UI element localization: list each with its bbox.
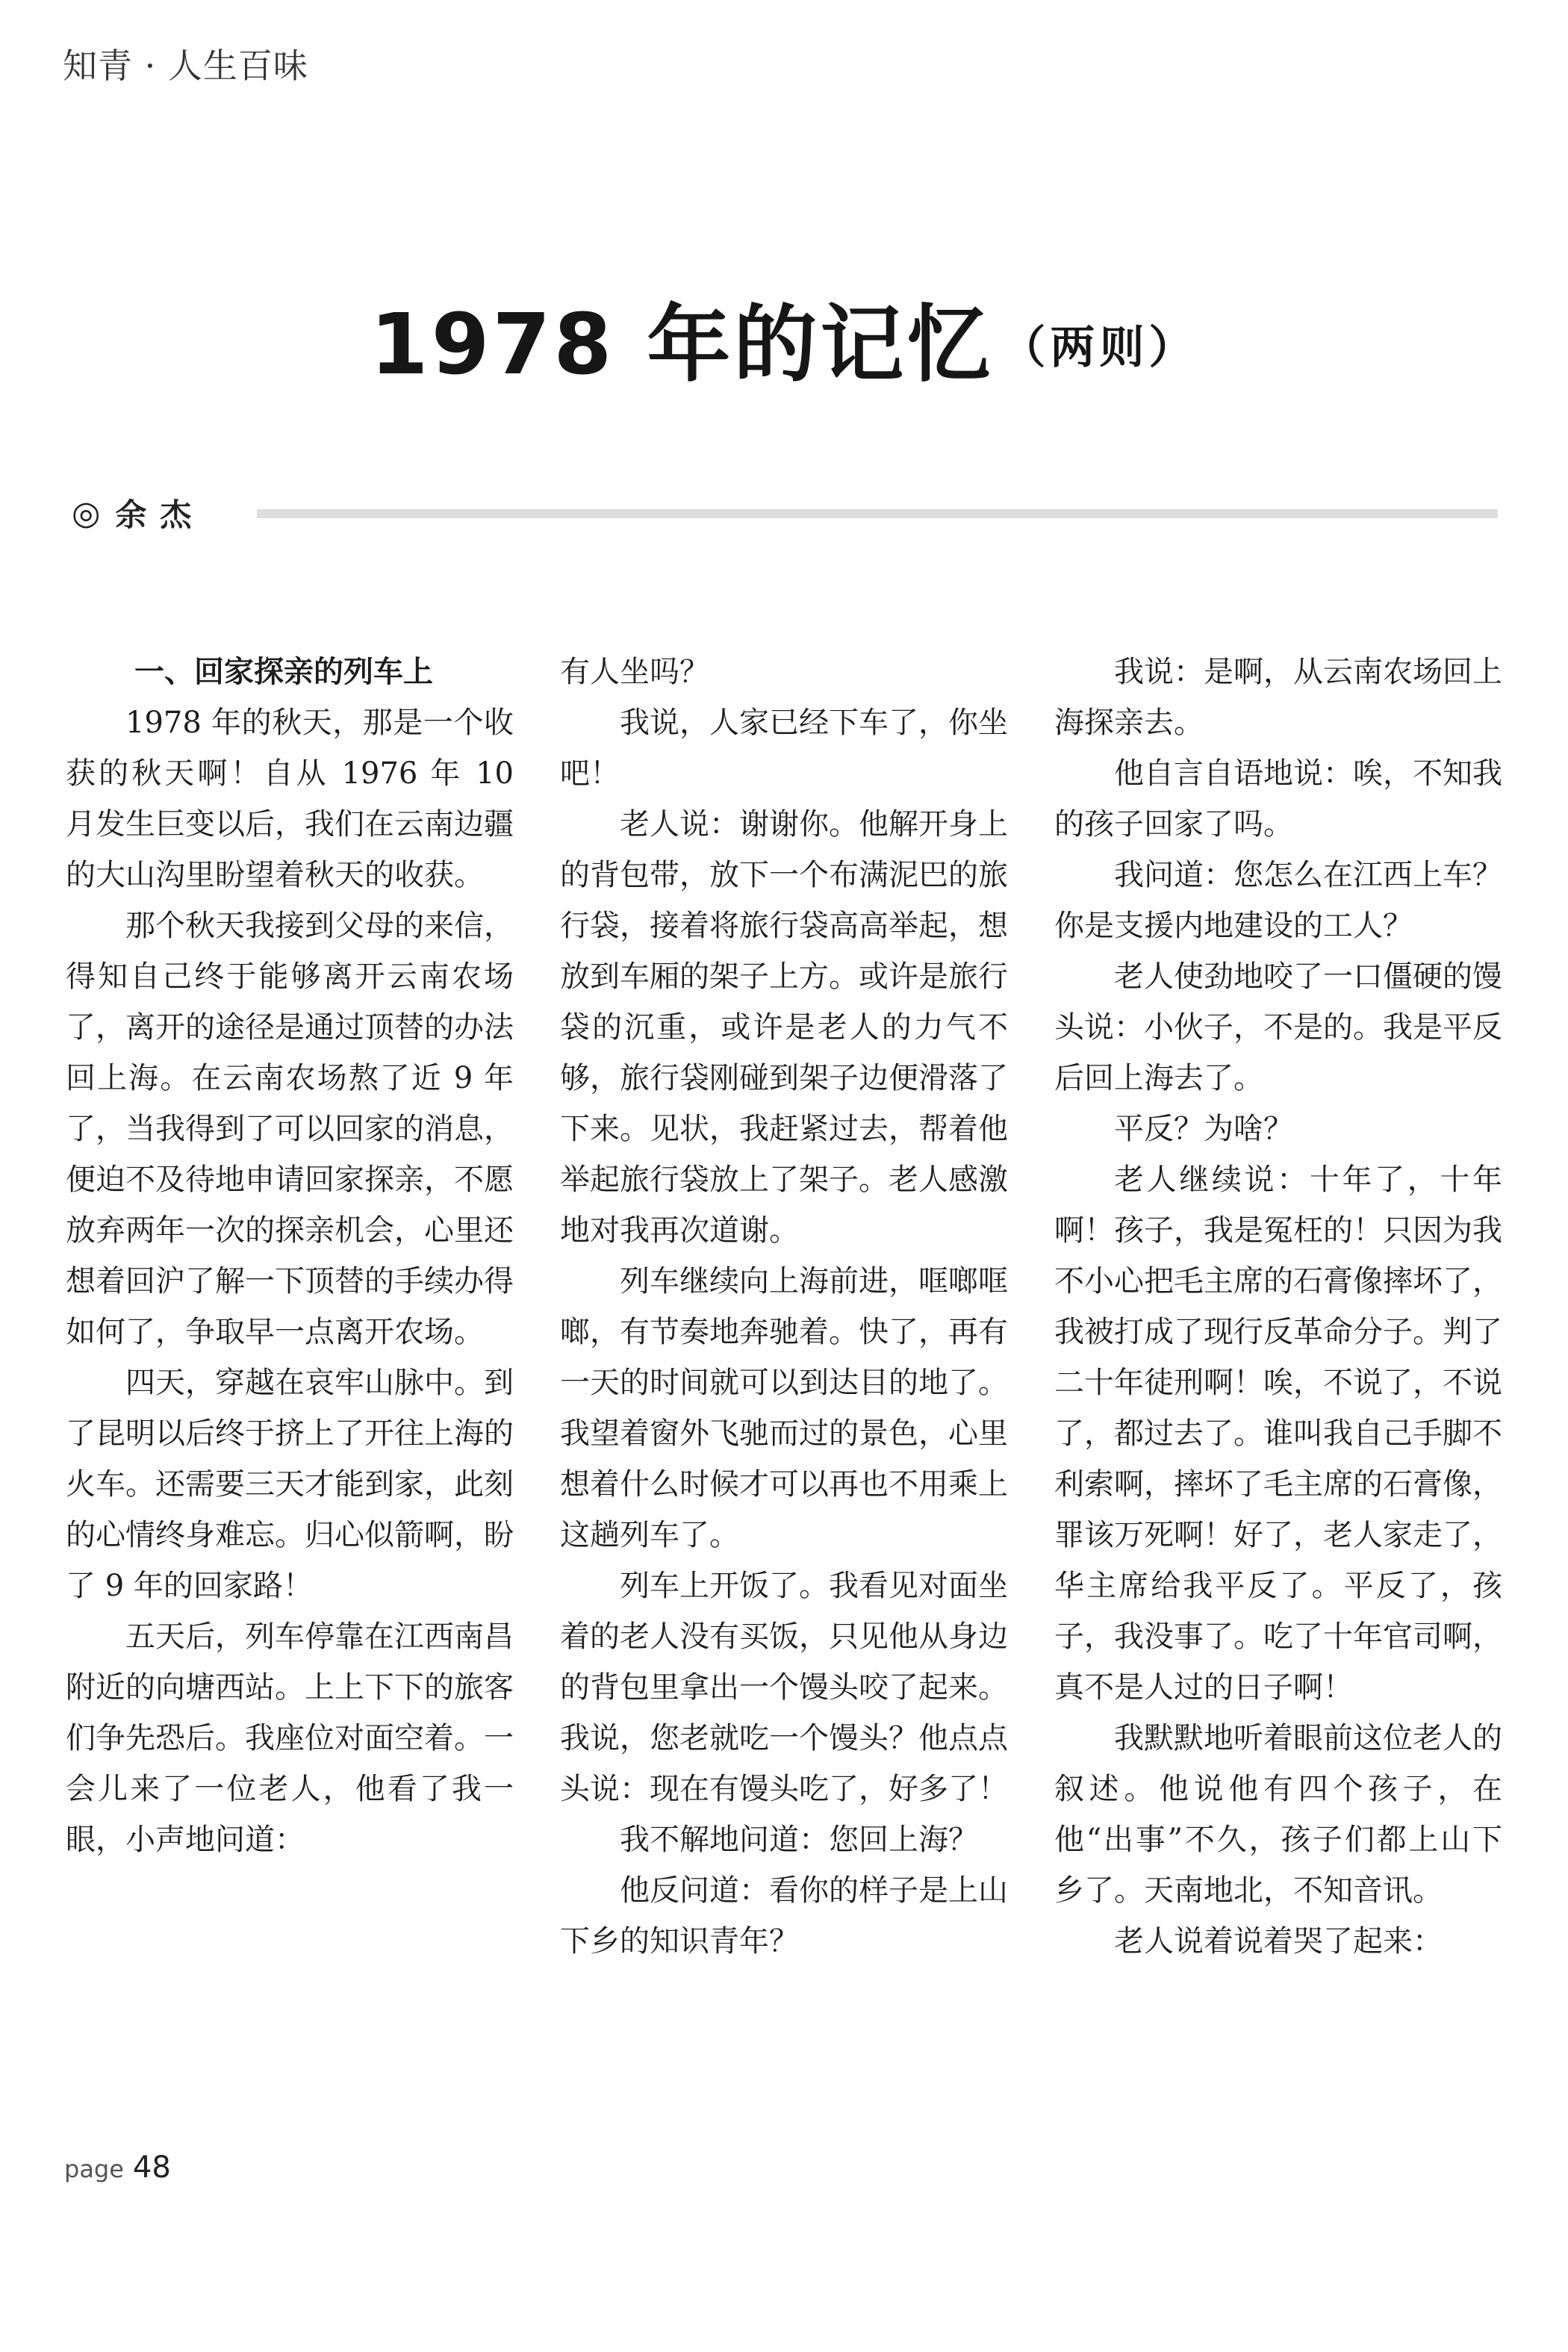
paragraph: 老人说：谢谢你。他解开身上的背包带，放下一个布满泥巴的旅行袋，接着将旅行袋高高举起，想放到车厢的架子上方。或许是旅行袋的沉重，或许是老人的力气不够，旅行袋刚碰到架子边便滑落了下来。见状，我赶紧过去，帮着他举起旅行袋放上了架子。老人感激地对我再次道谢。 (560, 807, 1008, 1248)
byline-rule (257, 509, 1498, 518)
paragraph: 我问道：您怎么在江西上车？你是支援内地建设的工人？ (1054, 858, 1502, 943)
paragraph: 1978 年的秋天，那是一个收获的秋天啊！自从 1976 年 10 月发生巨变以后，我们在云南边疆的大山沟里盼望着秋天的收获。 (66, 706, 514, 892)
article-title-block (0, 278, 1568, 398)
text-column-2 (560, 647, 1008, 1967)
paragraph: 那个秋天我接到父母的来信，得知自己终于能够离开云南农场了，离开的途径是通过顶替的办法回上海。在云南农场熬了近 9 年了，当我得到了可以回家的消息，便迫不及待地申请回家探亲，不愿放弃两年一次的探亲机会，心里还想着回沪了解一下顶替的手续办得如何了，争取早一点离开农场。 (66, 909, 514, 1349)
author-name: 余杰 (115, 497, 205, 533)
paragraph: 列车上开饭了。我看见对面坐着的老人没有买饭，只见他从身边的背包里拿出一个馒头咬了起来。我说，您老就吃一个馒头？他点点头说：现在有馒头吃了，好多了！ (560, 1569, 1008, 1806)
paragraph: 列车继续向上海前进，哐啷哐啷，有节奏地奔驰着。快了，再有一天的时间就可以到达目的地了。我望着窗外飞驰而过的景色，心里想着什么时候才可以再也不用乘上这趟列车了。 (560, 1264, 1008, 1552)
page-footer (64, 2150, 171, 2185)
section-heading: 一、回家探亲的列车上 (134, 655, 433, 689)
article-subtitle: （两则） (1001, 322, 1198, 374)
byline (72, 491, 205, 535)
paragraph: 我说：是啊，从云南农场回上海探亲去。 (1054, 655, 1502, 740)
article-title: 1978 年的记忆 (370, 296, 994, 393)
paragraph: 老人使劲地咬了一口僵硬的馒头说：小伙子，不是的。我是平反后回上海去了。 (1054, 959, 1502, 1095)
text-column-1 (66, 647, 514, 1865)
paragraph: 我不解地问道：您回上海？ (620, 1823, 978, 1857)
paragraph: 他反问道：看你的样子是上山下乡的知识青年？ (560, 1873, 1008, 1959)
paragraph: 我说，人家已经下车了，你坐吧！ (560, 706, 1008, 791)
paragraph: 他自言自语地说：唉，不知我的孩子回家了吗。 (1054, 756, 1502, 841)
double-circle-icon: ◎ (72, 494, 101, 532)
paragraph: 五天后，列车停靠在江西南昌附近的向塘西站。上上下下的旅客们争先恐后。我座位对面空着。一会儿来了一位老人，他看了我一眼，小声地问道： (66, 1620, 514, 1857)
paragraph: 老人继续说：十年了，十年啊！孩子，我是冤枉的！只因为我不小心把毛主席的石膏像摔坏了，我被打成了现行反革命分子。判了二十年徒刑啊！唉，不说了，不说了，都过去了。谁叫我自己手脚不利索啊，摔坏了毛主席的石膏像，罪该万死啊！好了，老人家走了，华主席给我平反了。平反了，孩子，我没事了。吃了十年官司啊，真不是人过的日子啊！ (1054, 1163, 1502, 1705)
page-number: 48 (132, 2150, 171, 2185)
paragraph: 老人说着说着哭了起来： (1114, 1924, 1443, 1959)
paragraph: 平反？为啥？ (1114, 1112, 1293, 1146)
text-column-3 (1054, 647, 1502, 1967)
page-label: page (64, 2155, 124, 2183)
paragraph-continuation: 有人坐吗？ (560, 655, 709, 689)
section-header: 知青 · 人生百味 (63, 46, 308, 86)
paragraph: 我默默地听着眼前这位老人的叙述。他说他有四个孩子，在他“出事”不久，孩子们都上山下乡了。天南地北，不知音讯。 (1054, 1721, 1502, 1908)
paragraph: 四天，穿越在哀牢山脉中。到了昆明以后终于挤上了开往上海的火车。还需要三天才能到家，此刻的心情终身难忘。归心似箭啊，盼了 9 年的回家路！ (66, 1366, 514, 1603)
